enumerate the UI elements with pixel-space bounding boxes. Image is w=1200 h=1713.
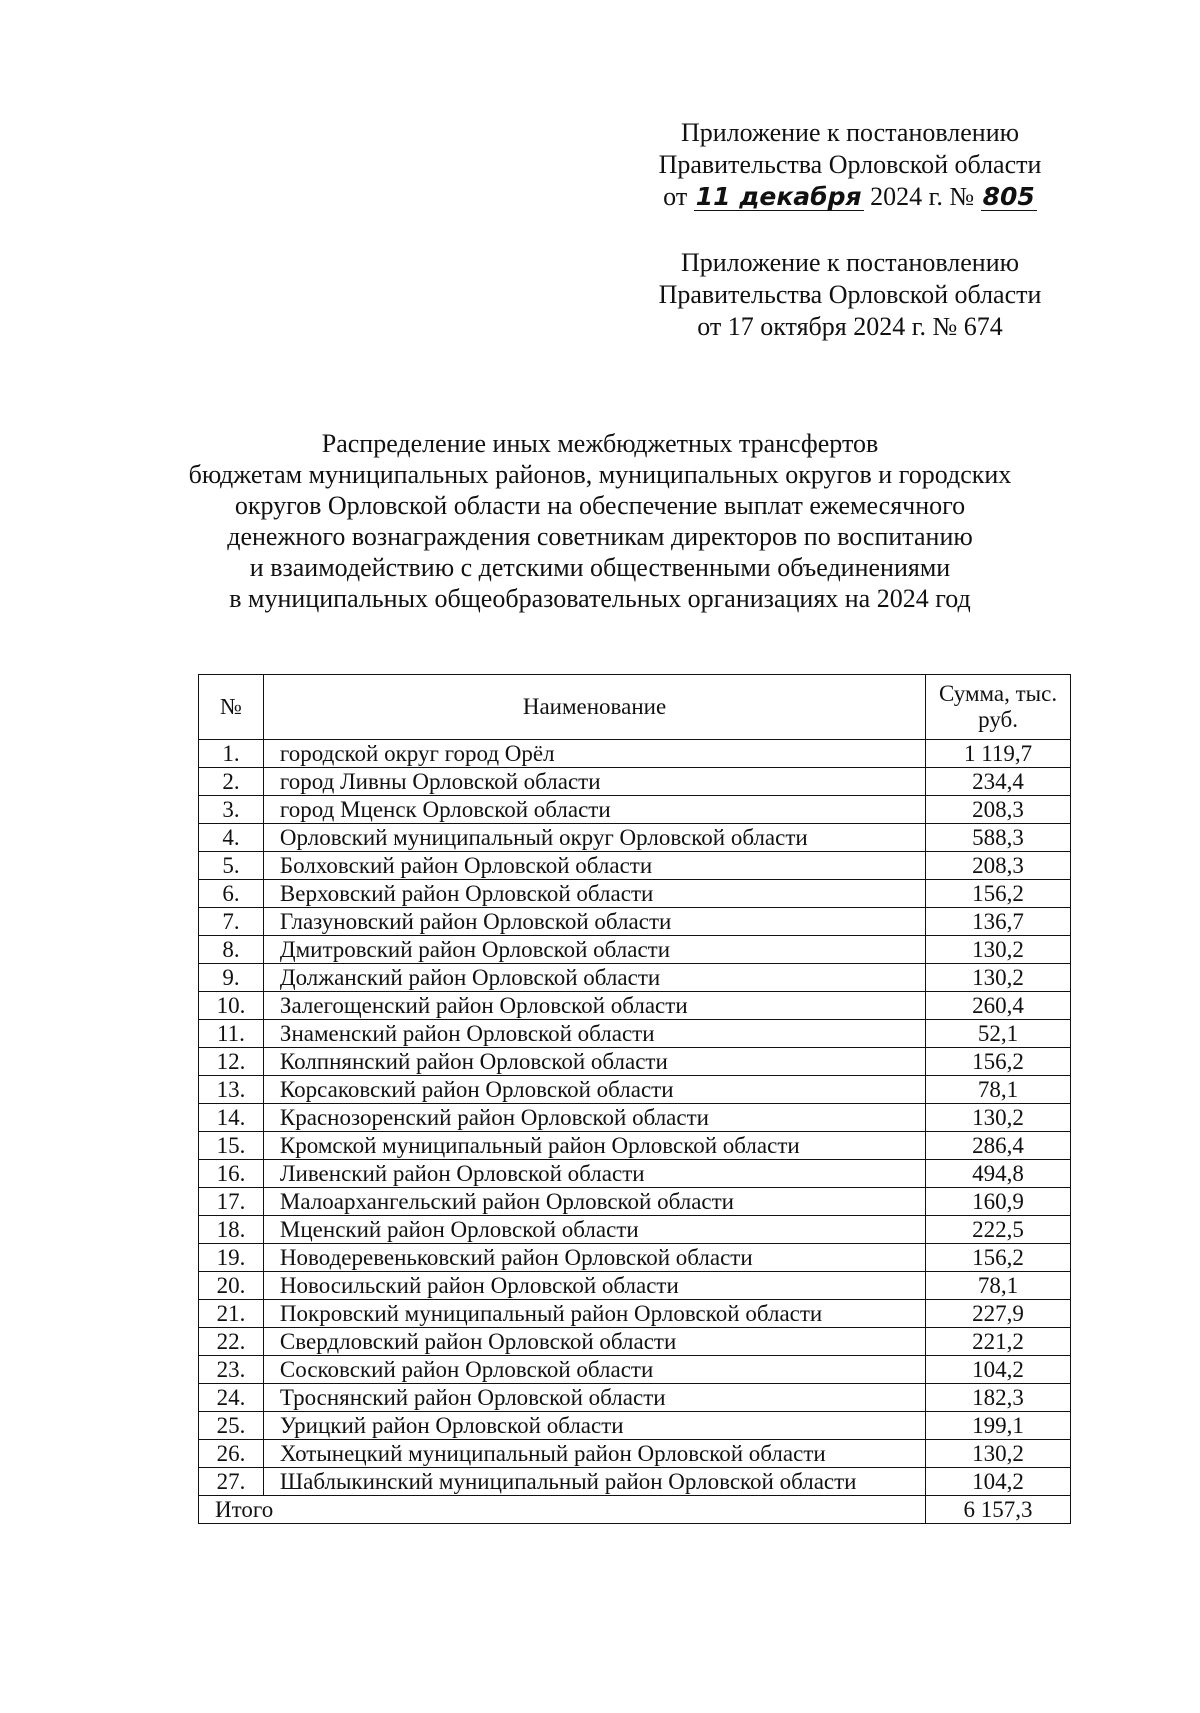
row-name: Хотынецкий муниципальный район Орловской области bbox=[263, 1440, 925, 1468]
row-sum: 222,5 bbox=[926, 1216, 1071, 1244]
row-num: 13. bbox=[199, 1076, 264, 1104]
table-row bbox=[199, 1412, 1071, 1440]
table-row bbox=[199, 992, 1071, 1020]
row-num: 14. bbox=[199, 1104, 264, 1132]
document-title bbox=[150, 428, 1050, 614]
row-sum: 104,2 bbox=[926, 1356, 1071, 1384]
row-num: 9. bbox=[199, 964, 264, 992]
total-label: Итого bbox=[199, 1496, 926, 1524]
row-num: 17. bbox=[199, 1188, 264, 1216]
row-name: Сосковский район Орловской области bbox=[263, 1356, 925, 1384]
row-name: город Мценск Орловской области bbox=[263, 796, 925, 824]
prev-annex-line-1: Приложение к постановлению bbox=[680, 248, 1020, 277]
header-sum bbox=[926, 675, 1071, 740]
row-name: Кромской муниципальный район Орловской области bbox=[263, 1132, 925, 1160]
row-name: Знаменский район Орловской области bbox=[263, 1020, 925, 1048]
row-num: 20. bbox=[199, 1272, 264, 1300]
title-line: в муниципальных общеобразовательных организациях на 2024 год bbox=[229, 584, 971, 613]
row-num: 21. bbox=[199, 1300, 264, 1328]
table-row bbox=[199, 1272, 1071, 1300]
row-sum: 78,1 bbox=[926, 1076, 1071, 1104]
row-name: город Ливны Орловской области bbox=[263, 768, 925, 796]
row-sum: 286,4 bbox=[926, 1132, 1071, 1160]
title-line: округов Орловской области на обеспечение выплат ежемесячного bbox=[234, 491, 966, 520]
distribution-table bbox=[198, 674, 1071, 1524]
table-row bbox=[199, 1188, 1071, 1216]
row-sum: 208,3 bbox=[926, 796, 1071, 824]
table-row bbox=[199, 1104, 1071, 1132]
title-line: бюджетам муниципальных районов, муниципальных округов и городских bbox=[188, 460, 1012, 489]
table-row bbox=[199, 908, 1071, 936]
row-num: 24. bbox=[199, 1384, 264, 1412]
table-row bbox=[199, 852, 1071, 880]
row-sum: 208,3 bbox=[926, 852, 1071, 880]
row-num: 3. bbox=[199, 796, 264, 824]
header-sum-line-2: руб. bbox=[978, 707, 1018, 732]
row-num: 26. bbox=[199, 1440, 264, 1468]
row-name: Колпнянский район Орловской области bbox=[263, 1048, 925, 1076]
row-num: 25. bbox=[199, 1412, 264, 1440]
row-num: 16. bbox=[199, 1160, 264, 1188]
prev-annex-line-3: от 17 октября 2024 г. № 674 bbox=[697, 312, 1003, 341]
table-row bbox=[199, 936, 1071, 964]
row-num: 8. bbox=[199, 936, 264, 964]
row-sum: 494,8 bbox=[926, 1160, 1071, 1188]
row-name: Новосильский район Орловской области bbox=[263, 1272, 925, 1300]
table-row bbox=[199, 768, 1071, 796]
row-name: Малоархангельский район Орловской области bbox=[263, 1188, 925, 1216]
row-sum: 234,4 bbox=[926, 768, 1071, 796]
row-sum: 156,2 bbox=[926, 880, 1071, 908]
row-sum: 78,1 bbox=[926, 1272, 1071, 1300]
row-sum: 136,7 bbox=[926, 908, 1071, 936]
handwritten-number: 805 bbox=[982, 182, 1035, 211]
row-num: 18. bbox=[199, 1216, 264, 1244]
annex-line-2: Правительства Орловской области bbox=[658, 150, 1042, 179]
header-sum-line-1: Сумма, тыс. bbox=[939, 681, 1058, 706]
table-row bbox=[199, 1328, 1071, 1356]
title-line: денежного вознаграждения советникам директоров по воспитанию bbox=[227, 522, 973, 551]
annex-date-prefix: от bbox=[663, 182, 688, 211]
table-row bbox=[199, 964, 1071, 992]
table-row bbox=[199, 1468, 1071, 1496]
table-row bbox=[199, 1300, 1071, 1328]
table-row bbox=[199, 1160, 1071, 1188]
header-name: Наименование bbox=[263, 675, 925, 740]
row-num: 22. bbox=[199, 1328, 264, 1356]
row-num: 23. bbox=[199, 1356, 264, 1384]
current-annex-header bbox=[600, 117, 1100, 213]
row-name: городской округ город Орёл bbox=[263, 740, 925, 768]
previous-annex-header bbox=[600, 247, 1100, 343]
row-sum: 160,9 bbox=[926, 1188, 1071, 1216]
annex-date-line bbox=[600, 181, 1100, 213]
row-num: 1. bbox=[199, 740, 264, 768]
row-name: Корсаковский район Орловской области bbox=[263, 1076, 925, 1104]
header-num: № bbox=[199, 675, 264, 740]
table-row bbox=[199, 1384, 1071, 1412]
annex-line-1: Приложение к постановлению bbox=[680, 118, 1020, 147]
row-name: Орловский муниципальный округ Орловской области bbox=[263, 824, 925, 852]
table-row bbox=[199, 824, 1071, 852]
row-name: Мценский район Орловской области bbox=[263, 1216, 925, 1244]
row-sum: 221,2 bbox=[926, 1328, 1071, 1356]
row-name: Краснозоренский район Орловской области bbox=[263, 1104, 925, 1132]
row-sum: 156,2 bbox=[926, 1244, 1071, 1272]
row-num: 7. bbox=[199, 908, 264, 936]
table-row bbox=[199, 1048, 1071, 1076]
row-num: 12. bbox=[199, 1048, 264, 1076]
row-name: Ливенский район Орловской области bbox=[263, 1160, 925, 1188]
row-num: 15. bbox=[199, 1132, 264, 1160]
table-row bbox=[199, 1356, 1071, 1384]
row-name: Свердловский район Орловской области bbox=[263, 1328, 925, 1356]
row-name: Дмитровский район Орловской области bbox=[263, 936, 925, 964]
row-name: Урицкий район Орловской области bbox=[263, 1412, 925, 1440]
row-num: 19. bbox=[199, 1244, 264, 1272]
table-total-row bbox=[199, 1496, 1071, 1524]
title-line: и взаимодействию с детскими общественными объединениями bbox=[249, 553, 951, 582]
table-row bbox=[199, 796, 1071, 824]
row-sum: 588,3 bbox=[926, 824, 1071, 852]
row-name: Шаблыкинский муниципальный район Орловской области bbox=[263, 1468, 925, 1496]
row-num: 5. bbox=[199, 852, 264, 880]
title-line: Распределение иных межбюджетных трансфертов bbox=[321, 429, 879, 458]
table-row bbox=[199, 1244, 1071, 1272]
row-num: 2. bbox=[199, 768, 264, 796]
row-sum: 130,2 bbox=[926, 964, 1071, 992]
row-name: Верховский район Орловской области bbox=[263, 880, 925, 908]
row-num: 11. bbox=[199, 1020, 264, 1048]
row-name: Троснянский район Орловской области bbox=[263, 1384, 925, 1412]
row-name: Покровский муниципальный район Орловской области bbox=[263, 1300, 925, 1328]
row-name: Глазуновский район Орловской области bbox=[263, 908, 925, 936]
table-row bbox=[199, 740, 1071, 768]
row-sum: 130,2 bbox=[926, 1104, 1071, 1132]
handwritten-date: 11 декабря bbox=[695, 182, 862, 211]
row-sum: 52,1 bbox=[926, 1020, 1071, 1048]
row-sum: 130,2 bbox=[926, 936, 1071, 964]
row-sum: 104,2 bbox=[926, 1468, 1071, 1496]
row-sum: 130,2 bbox=[926, 1440, 1071, 1468]
row-name: Должанский район Орловской области bbox=[263, 964, 925, 992]
table-row bbox=[199, 1440, 1071, 1468]
row-sum: 1 119,7 bbox=[926, 740, 1071, 768]
row-name: Залегощенский район Орловской области bbox=[263, 992, 925, 1020]
table-row bbox=[199, 880, 1071, 908]
table-row bbox=[199, 1132, 1071, 1160]
row-num: 4. bbox=[199, 824, 264, 852]
row-sum: 156,2 bbox=[926, 1048, 1071, 1076]
table-header-row bbox=[199, 675, 1071, 740]
prev-annex-line-2: Правительства Орловской области bbox=[658, 280, 1042, 309]
row-sum: 199,1 bbox=[926, 1412, 1071, 1440]
row-name: Болховский район Орловской области bbox=[263, 852, 925, 880]
row-num: 10. bbox=[199, 992, 264, 1020]
row-sum: 260,4 bbox=[926, 992, 1071, 1020]
row-sum: 227,9 bbox=[926, 1300, 1071, 1328]
row-num: 27. bbox=[199, 1468, 264, 1496]
total-sum: 6 157,3 bbox=[926, 1496, 1071, 1524]
annex-year-text: 2024 г. № bbox=[870, 182, 975, 211]
row-name: Новодеревеньковский район Орловской области bbox=[263, 1244, 925, 1272]
table-row bbox=[199, 1076, 1071, 1104]
table-row bbox=[199, 1216, 1071, 1244]
row-sum: 182,3 bbox=[926, 1384, 1071, 1412]
row-num: 6. bbox=[199, 880, 264, 908]
table-row bbox=[199, 1020, 1071, 1048]
